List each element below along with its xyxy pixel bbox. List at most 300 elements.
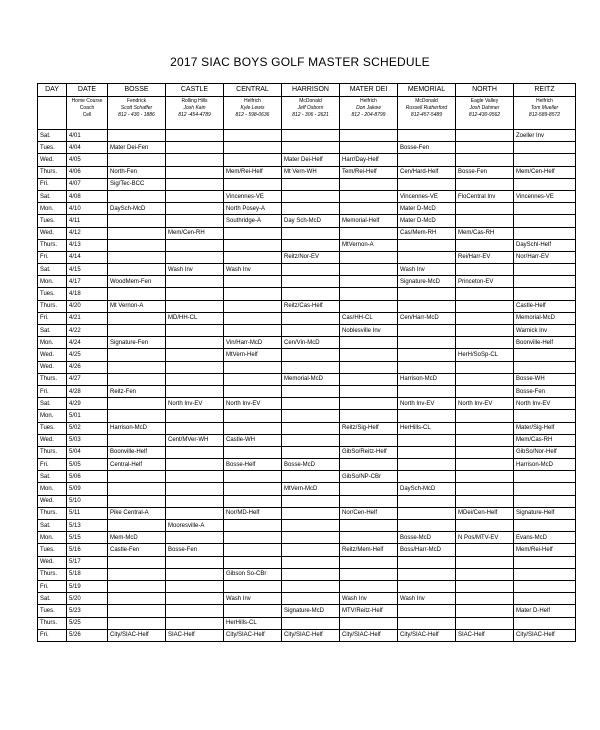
date-cell: 4/11 [67,215,108,227]
event-cell: Signature-McD [398,276,456,288]
event-cell: City/SIAC-Helf [224,629,282,641]
event-cell: MtVern-Helf [224,349,282,361]
event-cell [340,398,398,410]
event-cell [224,422,282,434]
event-cell [224,385,282,397]
event-cell [340,410,398,422]
event-cell: Wash Inv [340,593,398,605]
event-cell: Harrison-McD [398,373,456,385]
event-cell [282,580,340,592]
header-cell: REITZ [514,84,576,97]
date-cell: 4/25 [67,349,108,361]
event-cell [514,556,576,568]
event-cell [282,264,340,276]
event-cell [456,605,514,617]
event-cell [224,483,282,495]
coach-name: Kyle Lewis [240,105,265,111]
coach-name: Tom Mueller [530,105,559,111]
event-cell: Mem/Rei-Helf [224,166,282,178]
table-row [38,325,576,337]
event-cell [108,251,166,263]
event-cell: Mem-McD [108,532,166,544]
event-cell: Mem/Cas-RH [514,434,576,446]
date-cell: 5/05 [67,459,108,471]
event-cell [166,166,224,178]
event-cell [108,373,166,385]
event-cell [398,288,456,300]
table-row [38,361,576,373]
day-cell: Fri. [38,580,67,592]
event-cell [456,203,514,215]
event-cell [340,349,398,361]
event-cell [224,410,282,422]
school-info-cell [166,97,224,130]
home-course: McDonald [299,98,322,104]
event-cell [398,580,456,592]
event-cell [398,300,456,312]
event-cell [224,227,282,239]
date-cell: 5/13 [67,520,108,532]
table-row [38,422,576,434]
event-cell [108,471,166,483]
event-cell [340,337,398,349]
event-cell: HerHills-CL [398,422,456,434]
event-cell: Memorial-McD [282,373,340,385]
coach-cell: 812-430-9562 [468,112,501,118]
school-info-cell [282,97,340,130]
event-cell: Warnick Inv [514,325,576,337]
event-cell: Castle-Fen [108,544,166,556]
date-cell: 4/14 [67,251,108,263]
table-row [38,130,576,142]
event-cell [514,264,576,276]
coach-name: Jeff Osborn [297,105,324,111]
event-cell [340,495,398,507]
date-cell: 5/09 [67,483,108,495]
event-cell: Mt Vern-WH [282,166,340,178]
coach-name: Scott Schaffer [120,105,153,111]
day-cell: Tues. [38,142,67,154]
coach-name: Josh Dahmer [469,105,500,111]
date-cell: 5/16 [67,544,108,556]
event-cell [514,215,576,227]
event-cell [282,178,340,190]
event-cell: Memorial-McD [514,312,576,324]
day-cell: Wed. [38,349,67,361]
event-cell [108,154,166,166]
event-cell [398,471,456,483]
date-cell: 4/15 [67,264,108,276]
event-cell [456,434,514,446]
event-cell [282,190,340,202]
date-cell: 5/26 [67,629,108,641]
day-cell: Fri. [38,385,67,397]
event-cell [340,288,398,300]
table-row [38,239,576,251]
home-course: Helfrich [360,98,377,104]
event-cell [456,422,514,434]
home-course: Fendrick [126,98,147,104]
event-cell [108,605,166,617]
day-cell: Wed. [38,434,67,446]
header-cell: MEMORIAL [398,84,456,97]
day-cell: Thurs. [38,568,67,580]
event-cell [166,568,224,580]
event-cell: Wash Inv [224,593,282,605]
event-cell [282,227,340,239]
event-cell: Mater D-McD [398,215,456,227]
event-cell [456,580,514,592]
table-row [38,300,576,312]
event-cell: Bosse-Fen [456,166,514,178]
event-cell [456,264,514,276]
event-cell [398,385,456,397]
event-cell [398,520,456,532]
table-row [38,337,576,349]
event-cell [456,410,514,422]
day-cell: Wed. [38,361,67,373]
day-cell: Sat. [38,520,67,532]
event-cell: SIAC-Helf [166,629,224,641]
event-cell [514,483,576,495]
event-cell [456,459,514,471]
table-row [38,166,576,178]
table-row [38,446,576,458]
date-cell: 4/26 [67,361,108,373]
event-cell [398,410,456,422]
date-cell: 5/17 [67,556,108,568]
event-cell [282,556,340,568]
event-cell: Mater Dei-Fen [108,142,166,154]
table-row [38,593,576,605]
event-cell: Princeton-EV [456,276,514,288]
event-cell [456,142,514,154]
event-cell [108,239,166,251]
header-cell: CENTRAL [224,84,282,97]
event-cell [224,495,282,507]
event-cell [398,251,456,263]
coach-cell: 812 - 430 - 1886 [118,112,155,118]
coach-name: Russell Rutherford [405,105,448,111]
info-empty-cell [38,97,67,130]
event-cell [340,459,398,471]
event-cell [166,130,224,142]
table-row [38,312,576,324]
event-cell [282,398,340,410]
event-cell [282,349,340,361]
event-cell [108,312,166,324]
event-cell [398,361,456,373]
event-cell [282,385,340,397]
day-cell: Thurs. [38,446,67,458]
event-cell [282,507,340,519]
event-cell [340,520,398,532]
day-cell: Fri. [38,459,67,471]
school-info-cell [398,97,456,130]
event-cell [224,471,282,483]
day-cell: Sat. [38,190,67,202]
event-cell [166,410,224,422]
event-cell [340,264,398,276]
date-cell: 4/18 [67,288,108,300]
event-cell [166,617,224,629]
coach-cell: 812-589-8572 [528,112,561,118]
event-cell [166,300,224,312]
event-cell: MTV/Reitz-Helf [340,605,398,617]
date-cell: 5/23 [67,605,108,617]
table-row [38,142,576,154]
date-cell: 4/12 [67,227,108,239]
event-cell: Tem/Rei-Helf [340,166,398,178]
event-cell: Cen/Harr-McD [398,312,456,324]
event-cell [514,276,576,288]
event-cell [166,251,224,263]
table-row [38,190,576,202]
event-cell [514,495,576,507]
coach-cell: 812 -454-4789 [178,112,211,118]
event-cell: North Inv-EV [398,398,456,410]
event-cell [340,373,398,385]
event-cell [108,520,166,532]
table-row [38,507,576,519]
table-row [38,410,576,422]
day-cell: Sat. [38,264,67,276]
event-cell [282,520,340,532]
event-cell [108,580,166,592]
date-cell: 5/19 [67,580,108,592]
school-info-cell [340,97,398,130]
header-cell: DATE [67,84,108,97]
date-cell: 5/11 [67,507,108,519]
event-cell [166,288,224,300]
table-row [38,629,576,641]
event-cell [166,459,224,471]
school-info-cell [456,97,514,130]
event-cell [166,483,224,495]
event-cell [108,495,166,507]
event-cell: N Pos/MTV-EV [456,532,514,544]
event-cell [166,605,224,617]
event-cell [282,593,340,605]
event-cell [456,373,514,385]
event-cell [282,544,340,556]
home-course: Eagle Valley [470,98,499,104]
day-cell: Fri. [38,178,67,190]
event-cell [224,312,282,324]
table-row [38,580,576,592]
home-course: McDonald [415,98,438,104]
event-cell [456,483,514,495]
event-cell [398,556,456,568]
date-cell: 5/10 [67,495,108,507]
event-cell [514,154,576,166]
event-cell: Wash Inv [166,264,224,276]
date-cell: 5/15 [67,532,108,544]
event-cell [224,446,282,458]
event-cell [514,410,576,422]
event-cell [224,251,282,263]
day-cell: Tues. [38,288,67,300]
event-cell: Evans-McD [514,532,576,544]
date-cell: 4/06 [67,166,108,178]
event-cell [456,568,514,580]
event-cell [224,130,282,142]
event-cell: Reitz/Nor-EV [282,251,340,263]
event-cell [108,325,166,337]
event-cell [224,239,282,251]
event-cell [282,325,340,337]
table-row [38,568,576,580]
event-cell [166,154,224,166]
event-cell [398,507,456,519]
event-cell: Cen/Hard-Helf [398,166,456,178]
event-cell: Day Sch-McD [282,215,340,227]
home-course: Helfrich [536,98,553,104]
event-cell [456,520,514,532]
day-cell: Tues. [38,215,67,227]
date-cell: 5/02 [67,422,108,434]
date-cell: 4/22 [67,325,108,337]
header-cell: HARRISON [282,84,340,97]
event-cell: MDei/Cen-Helf [456,507,514,519]
event-cell [340,178,398,190]
event-cell [398,568,456,580]
event-cell [340,617,398,629]
day-cell: Mon. [38,410,67,422]
date-cell: 5/18 [67,568,108,580]
event-cell: Cas/HH-CL [340,312,398,324]
table-row [38,385,576,397]
event-cell [514,361,576,373]
event-cell [456,325,514,337]
date-cell: 5/25 [67,617,108,629]
header-cell: NORTH [456,84,514,97]
event-cell [166,215,224,227]
school-info-cell [224,97,282,130]
event-cell [224,520,282,532]
day-cell: Wed. [38,154,67,166]
event-cell [224,361,282,373]
event-cell: DaySchl-Helf [514,239,576,251]
event-cell [282,276,340,288]
event-cell [456,130,514,142]
event-cell [514,580,576,592]
event-cell [108,264,166,276]
table-row [38,556,576,568]
date-cell: 4/13 [67,239,108,251]
event-cell: Mater/Sig-Helf [514,422,576,434]
day-cell: Wed. [38,227,67,239]
event-cell [224,532,282,544]
event-cell [282,434,340,446]
event-cell [108,593,166,605]
event-cell: City/SIAC-Helf [108,629,166,641]
event-cell [282,617,340,629]
day-cell: Thurs. [38,300,67,312]
table-row [38,178,576,190]
event-cell [108,288,166,300]
event-cell: City/SIAC-Helf [514,629,576,641]
event-cell [398,459,456,471]
schedule-table [37,83,576,642]
event-cell: City/SIAC-Helf [398,629,456,641]
event-cell [340,276,398,288]
date-cell: 4/01 [67,130,108,142]
event-cell: Gibson So-CBr [224,568,282,580]
date-cell: 4/08 [67,190,108,202]
table-row [38,398,576,410]
event-cell [514,142,576,154]
event-cell [456,385,514,397]
date-cell: 4/10 [67,203,108,215]
event-cell [166,190,224,202]
event-cell [108,190,166,202]
day-cell: Wed. [38,556,67,568]
event-cell: Sig/Tec-BCC [108,178,166,190]
date-cell: 4/29 [67,398,108,410]
event-cell: Reitz/Cas-Helf [282,300,340,312]
event-cell [282,532,340,544]
event-cell [514,593,576,605]
page-title: 2017 SIAC BOYS GOLF MASTER SCHEDULE [170,55,430,69]
event-cell [282,410,340,422]
event-cell [456,361,514,373]
event-cell [514,568,576,580]
event-cell: Mem/Cen-Helf [514,166,576,178]
event-cell [456,312,514,324]
table-row [38,544,576,556]
day-cell: Thurs. [38,507,67,519]
event-cell [166,532,224,544]
event-cell [108,130,166,142]
event-cell [108,568,166,580]
event-cell [166,593,224,605]
header-row [38,84,576,97]
home-course-label: Home Course [71,98,103,104]
event-cell [224,580,282,592]
table-row [38,288,576,300]
date-cell: 4/28 [67,385,108,397]
event-cell [282,312,340,324]
event-cell: Cen/Vin-McD [282,337,340,349]
event-cell: Vin/Harr-McD [224,337,282,349]
day-cell: Tues. [38,544,67,556]
table-row [38,520,576,532]
event-cell: GibSo/Reitz-Helf [340,446,398,458]
event-cell [108,556,166,568]
event-cell [166,556,224,568]
event-cell: City/SIAC-Helf [340,629,398,641]
event-cell [340,251,398,263]
event-cell: Wash Inv [224,264,282,276]
event-cell: SIAC-Helf [456,629,514,641]
event-cell: HerHills-CL [224,617,282,629]
event-cell [340,568,398,580]
event-cell [108,617,166,629]
event-cell [282,446,340,458]
date-cell: 5/01 [67,410,108,422]
table-row [38,617,576,629]
event-cell [166,325,224,337]
event-cell [456,544,514,556]
event-cell [340,203,398,215]
event-cell: Central-Helf [108,459,166,471]
event-cell [166,142,224,154]
header-cell: DAY [38,84,67,97]
event-cell [514,617,576,629]
event-cell [224,178,282,190]
event-cell [224,325,282,337]
